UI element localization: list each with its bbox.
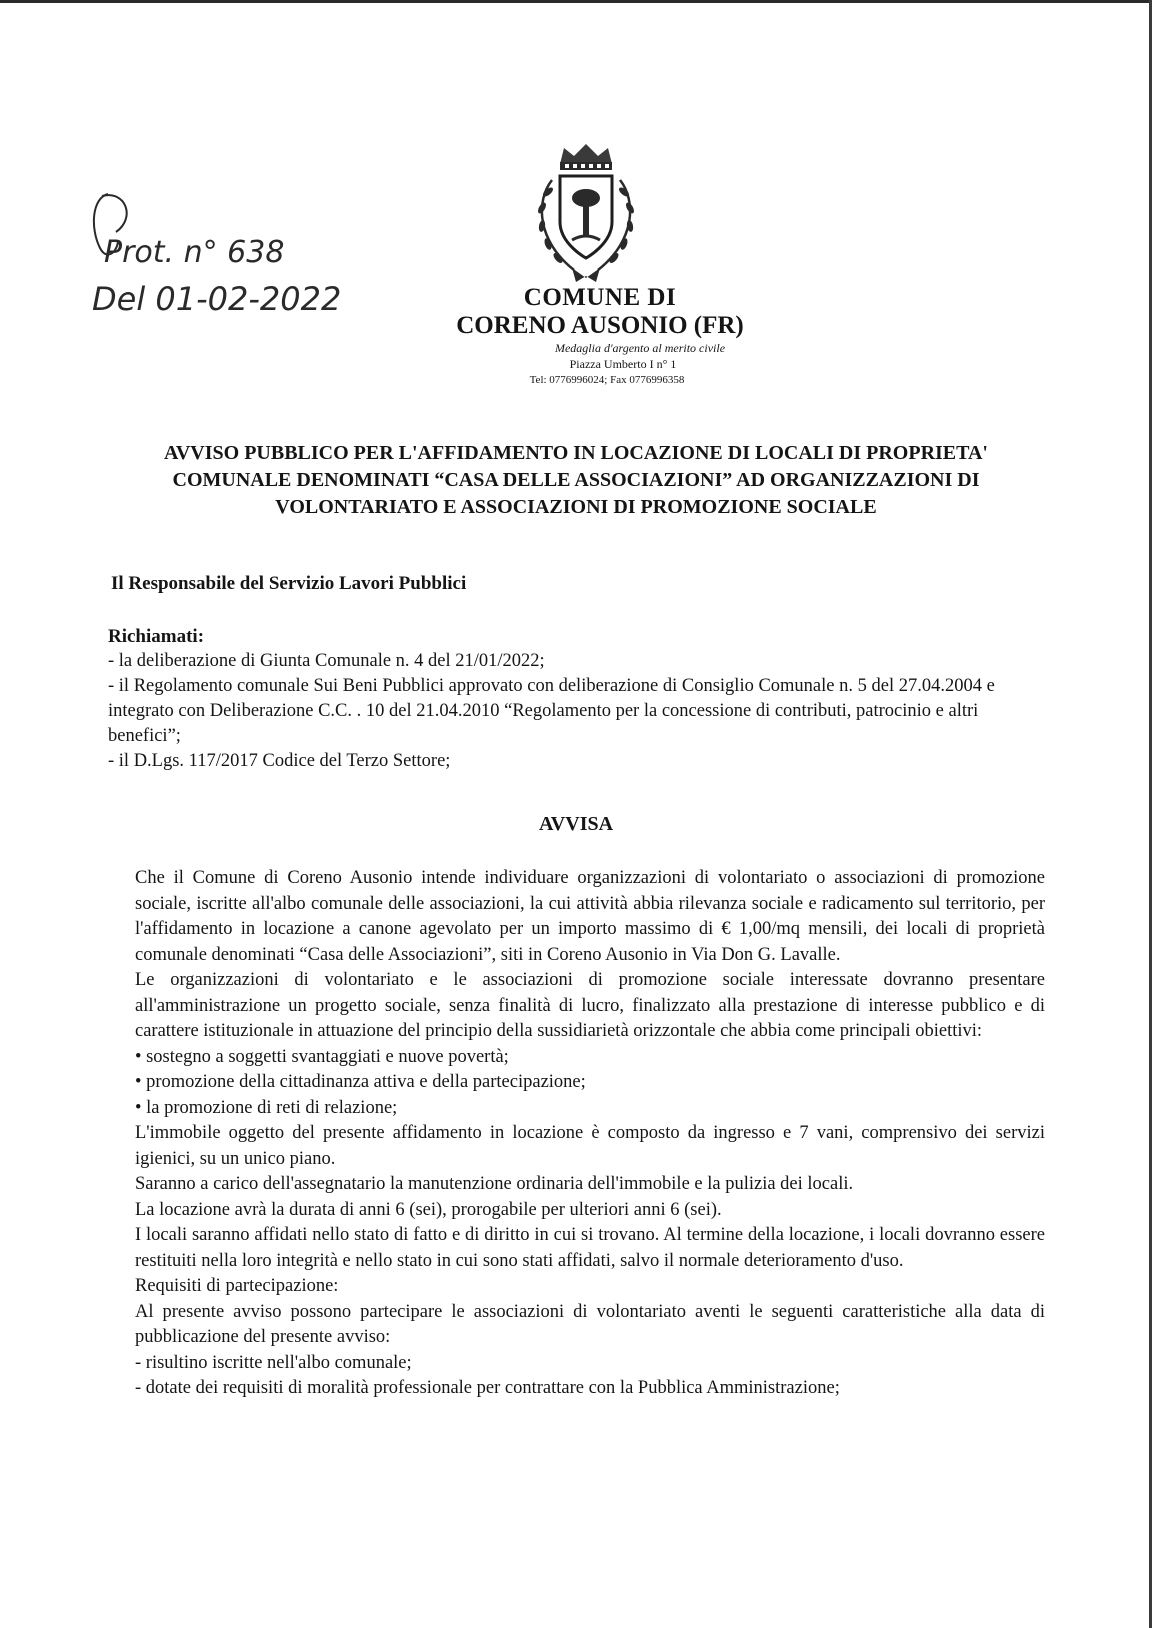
avvisa-heading: AVVISA	[538, 813, 614, 835]
issuer-line: Il Responsabile del Servizio Lavori Pubblici	[111, 573, 467, 594]
recitals-heading: Richiamati:	[108, 626, 205, 647]
municipality-contacts: Tel: 0776996024; Fax 0776996358	[529, 374, 685, 386]
recital-item: - il Regolamento comunale Sui Beni Pubblici approvato con deliberazione di Consiglio Comunale n. 5 del 27.04.2004 e integrato con Deliberazione C.C. . 10 del 21.04.2010 “Regolamento per la concessione di contributi, patrocinio e altri benefici”;	[108, 676, 995, 746]
municipality-name: CORENO AUSONIO (FR)	[456, 312, 744, 339]
notice-body	[135, 866, 1045, 1402]
recital-item: - la deliberazione di Giunta Comunale n. 4 del 21/01/2022;	[108, 651, 545, 671]
body-paragraph: Al presente avviso possono partecipare le associazioni di volontariato aventi le seguenti caratteristiche alla data di pubblicazione del presente avviso:	[135, 1301, 1045, 1347]
body-paragraph: I locali saranno affidati nello stato di fatto e di diritto in cui si trovano. Al termine della locazione, i locali dovranno essere restituiti nella loro integrità e nello stato in cui sono stati affidati, salvo il normale deterioramento d'uso.	[135, 1225, 1045, 1271]
body-paragraph: Le organizzazioni di volontariato e le associazioni di promozione sociale interessate dovranno presentare all'amministrazione un progetto sociale, senza finalità di lucro, finalizzato alla prestazione di interesse pubblico e di carattere istituzionale in attuazione del principio della sussidiarietà orizzontale che abbia come principali obiettivi:	[135, 970, 1045, 1041]
recitals-section	[108, 624, 1042, 774]
body-paragraph: Saranno a carico dell'assegnatario la manutenzione ordinaria dell'immobile e la pulizia dei locali.	[135, 1174, 854, 1194]
objective-item: • sostegno a soggetti svantaggiati e nuove povertà;	[135, 1046, 509, 1067]
municipality-motto: Medaglia d'argento al merito civile	[554, 341, 726, 355]
notice-title: AVVISO PUBBLICO PER L'AFFIDAMENTO IN LOCAZIONE DI LOCALI DI PROPRIETA' COMUNALE DENOMINATI “CASA DELLE ASSOCIAZIONI” AD ORGANIZZAZIONI DI VOLONTARIATO E ASSOCIAZIONI DI PROMOZIONE SOCIALE	[163, 442, 988, 518]
requirement-item: - risultino iscritte nell'albo comunale;	[135, 1352, 412, 1373]
objective-item: • la promozione di reti di relazione;	[135, 1097, 398, 1118]
handwritten-protocol-note	[86, 188, 376, 348]
body-paragraph: La locazione avrà la durata di anni 6 (sei), prorogabile per ulteriori anni 6 (sei).	[135, 1199, 722, 1220]
protocol-number: Prot. n° 638	[104, 235, 285, 270]
body-paragraph: Requisiti di partecipazione:	[135, 1276, 339, 1296]
objective-item: • promozione della cittadinanza attiva e della partecipazione;	[135, 1072, 586, 1092]
body-paragraph: L'immobile oggetto del presente affidamento in locazione è composto da ingresso e 7 vani, comprensivo dei servizi igienici, su un unico piano.	[135, 1123, 1045, 1169]
municipality-address: Piazza Umberto I n° 1	[569, 357, 677, 371]
protocol-date: Del 01-02-2022	[92, 280, 342, 318]
scan-edge-top	[0, 0, 1152, 3]
municipality-label: COMUNE DI	[523, 284, 677, 311]
recital-item: - il D.Lgs. 117/2017 Codice del Terzo Settore;	[108, 751, 451, 771]
coat-of-arms-icon	[522, 140, 650, 290]
requirement-item: - dotate dei requisiti di moralità professionale per contrattare con la Pubblica Amministrazione;	[135, 1378, 840, 1398]
letterhead	[400, 284, 800, 388]
body-paragraph: Che il Comune di Coreno Ausonio intende individuare organizzazioni di volontariato o associazioni di promozione sociale, iscritte all'albo comunale delle associazioni, la cui attività abbia rilevanza sociale e radicamento sul territorio, per l'affidamento in locazione a canone agevolato per un importo massimo di € 1,00/mq mensili, dei locali di proprietà comunale denominati “Casa delle Associazioni”, siti in Coreno Ausonio in Via Don G. Lavalle.	[135, 868, 1045, 965]
